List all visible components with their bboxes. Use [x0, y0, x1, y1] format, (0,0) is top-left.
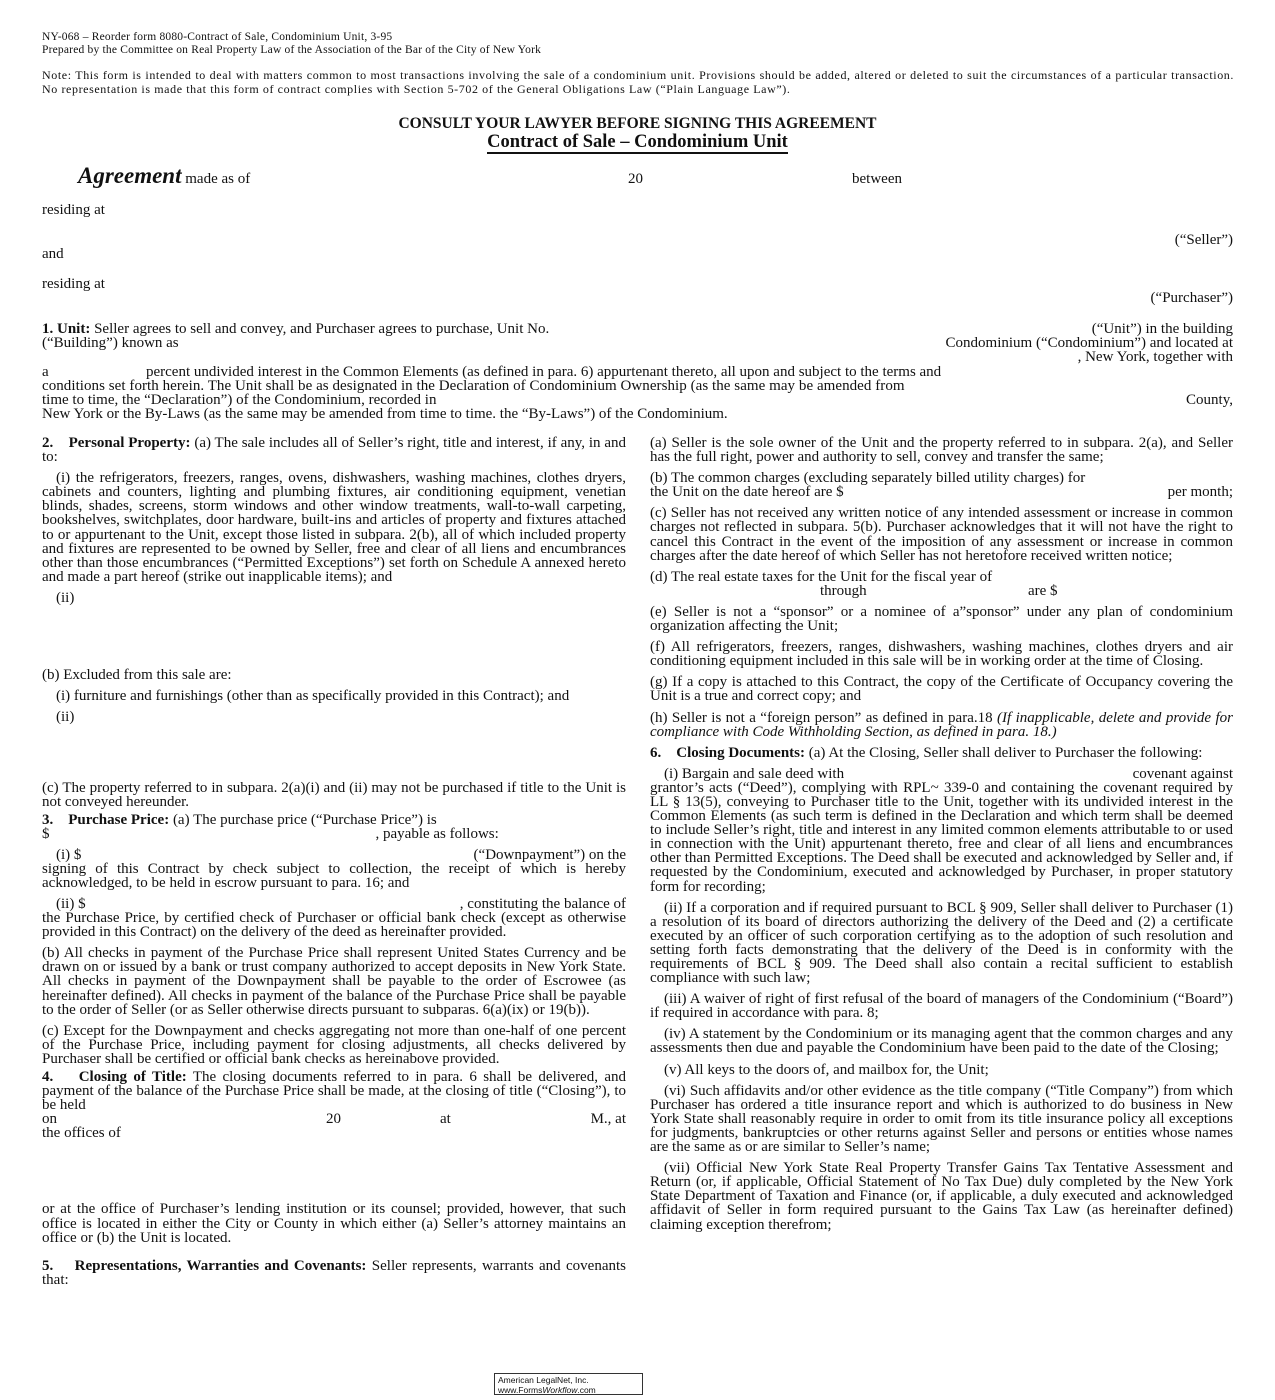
badge-company: American LegalNet, Inc.	[498, 1375, 589, 1385]
downpayment-dollar: (i) $	[56, 846, 82, 863]
fiscal-through-label: through	[820, 582, 867, 599]
made-as-of-label: made as of	[185, 171, 251, 187]
para5-g: (g) If a copy is attached to this Contract, the copy of the Certificate of Occupancy covering the Unit is a true and correct copy; and	[650, 674, 1233, 705]
para3-b: (b) All checks in payment of the Purchase Price shall represent United States Currency and be drawn on or issued by a bank or trust company authorized to accept deposits in New York State. All checks in payment of the Downpayment shall be payable to the order of Escrowee (as hereinafter defined). All checks in payment of the balance of the Purchase Price shall be payable to the order of Seller (or as Seller otherwise directs pursuant to subparas. 6(a)(ix) or 19(b)).	[42, 945, 626, 1018]
para1-line7: New York or the By-Laws (as the same may be amended from time to time. the “By-Laws”) of the Condominium.	[42, 406, 728, 423]
form-note: Note: This form is intended to deal with matters common to most transactions involving the sale of a condominium unit. Provisions should be added, altered or deleted to suit the circumstances of a particular transaction. No representation is made that this form of contract complies with Section 5-702 of the General Obligations Law (“Plain Language Law”).	[42, 68, 1234, 96]
document-title	[0, 132, 1275, 153]
downpayment-text: signing of this Contract by check subject to collection, the receipt of which is hereby acknowledged, to be held in escrow pursuant to para. 16; and	[42, 860, 626, 891]
seller-residing-at-label: residing at	[42, 202, 105, 218]
agreement-label: Agreement	[78, 163, 182, 188]
agreement-year-label: 20	[628, 171, 643, 187]
para6-iii: (iii) A waiver of right of first refusal of the board of managers of the Condominium (“Board”) if required in accordance with para. 8;	[650, 991, 1233, 1022]
para1-line4-a: a	[42, 363, 49, 380]
para2-a	[42, 436, 626, 464]
and-label: and	[42, 246, 64, 262]
para5-b	[650, 471, 1233, 499]
para1-heading: 1. Unit:	[42, 321, 91, 337]
para5-e: (e) Seller is not a “sponsor” or a nominee of a”sponsor” under any plan of condominium organization affecting the Unit;	[650, 603, 1233, 635]
paragraph-1-unit	[42, 322, 1233, 421]
para5-h-text: (h) Seller is not a “foreign person” as defined in para.18	[650, 709, 993, 726]
para6-i	[650, 767, 1233, 894]
purchase-price-dollar: $	[42, 825, 50, 842]
badge-url-a: www.Forms	[498, 1385, 543, 1395]
para1-line6-left: time to time, the “Declaration”) of the Condominium, recorded in	[42, 391, 437, 408]
para1-line6-right: County,	[1186, 391, 1233, 408]
para3-a-ii	[42, 897, 626, 939]
para6-vi: (vi) Such affidavits and/or other evidence as the title company (“Title Company”) from which Purchaser has ordered a title insurance report and which is authorized to do business in New York State shall reasonably require in order to omit from its title insurance policy all exceptions for judgments, bankruptcies or other returns against Seller and persons or entities whose names are the same as or are similar to Seller’s name;	[650, 1082, 1233, 1156]
para6-number: 6.	[650, 744, 662, 761]
para2-b: (b) Excluded from this sale are:	[42, 667, 232, 684]
para5-d	[650, 570, 1233, 598]
purchaser-tag: (“Purchaser”)	[1150, 290, 1233, 306]
para1-line2-left: (“Building”) known as	[42, 335, 179, 352]
agreement-line	[78, 163, 251, 188]
document-title-text: Contract of Sale – Condominium Unit	[487, 132, 788, 152]
para5-b-text: (b) The common charges (excluding separately billed utility charges) for	[650, 470, 1086, 487]
para6-iv: (iv) A statement by the Condominium or its managing agent that the common charges and any assessments then due and payable the Condominium have been paid to the date of the Closing;	[650, 1026, 1233, 1057]
seller-tag: (“Seller”)	[1174, 232, 1233, 248]
para6-v: (v) All keys to the doors of, and mailbox for, the Unit;	[664, 1061, 989, 1078]
americanlegalnet-badge[interactable]	[494, 1373, 643, 1395]
para2-heading: Personal Property:	[68, 435, 191, 451]
para1-line2-right: Condominium (“Condominium”) and located at	[945, 335, 1233, 352]
downpayment-label: (“Downpayment”) on the	[473, 846, 626, 863]
between-label: between	[852, 171, 902, 187]
balance-label: , constituting the balance of	[459, 895, 626, 912]
para3-number: 3.	[42, 811, 54, 828]
closing-at-label: at	[440, 1111, 451, 1128]
para5-number: 5.	[42, 1257, 54, 1274]
para5-heading: Representations, Warranties and Covenants:	[74, 1257, 367, 1274]
para2-b-i: (i) furniture and furnishings (other than as specifically provided in this Contract); and	[56, 688, 570, 705]
badge-url	[498, 1385, 639, 1395]
closing-date-line	[42, 1112, 626, 1126]
prepared-by-line: Prepared by the Committee on Real Property Law of the Association of the Bar of the City of New York	[42, 44, 542, 56]
right-column	[650, 436, 1233, 1239]
covenant-against-label: covenant against	[1132, 765, 1233, 782]
badge-url-b: Workflow	[542, 1385, 578, 1395]
para4-rest: or at the office of Purchaser’s lending institution or its counsel; provided, however, that such office is located in either the City or County in which either (a) Seller’s attorney maintains an office or (b) the Unit is located.	[42, 1201, 626, 1246]
para2-a-text: (a) The sale includes all of Seller’s right, title and interest, if any, in and to:	[42, 435, 627, 466]
para2-a-i: (i) the refrigerators, freezers, ranges, ovens, dishwashers, washing machines, clothes dryers, cabinets and counters, lighting and plumbing fixtures, air conditioning equipment, venetian blinds, shades, screens, storm windows and other window treatments, wall-to-wall carpeting, bookshelves, switchplates, door hardware, built-ins and articles of property and fixtures attached to or appurtenant to the Unit, except those listed in subpara. 2(b), all of which included property and fixtures are represented to be owned by Seller, free and clear of all liens and encumbrances other than those encumbrances (“Permitted Exceptions”) set forth on Schedule A annexed hereto and made a part hereof (strike out inapplicable items); and	[42, 470, 626, 585]
para5-c: (c) Seller has not received any written notice of any intended assessment or increase in common charges not reflected in subpara. 5(b). Purchaser acknowledges that it will not have the right to cancel this Contract in the event of the imposition of any assessment or increase in common charges after the date hereof of which Seller has not heretofore received written notice;	[650, 505, 1233, 564]
taxes-amount-label: are $	[1028, 582, 1058, 599]
para1-line3-right: , New York, together with	[1077, 349, 1233, 366]
closing-on-label: on	[42, 1111, 57, 1128]
para5-h	[650, 711, 1233, 739]
para4-text: The closing documents referred to in para. 6 shall be delivered, and payment of the balance of the Purchase Price shall be made, at the closing of title (“Closing”), to be held	[42, 1069, 626, 1114]
para5-text: Seller represents, warrants and covenants that:	[42, 1257, 627, 1288]
para3-a-text: (a) The purchase price (“Purchase Price”) is	[172, 811, 437, 828]
para2-a-ii: (ii)	[56, 589, 75, 606]
para1-line5: conditions set forth herein. The Unit shall be as designated in the Declaration of Condominium Ownership (as the same may be amended from	[42, 377, 905, 394]
para4-heading: Closing of Title:	[78, 1069, 187, 1085]
purchaser-residing-at-label: residing at	[42, 276, 105, 292]
para2-b-ii: (ii)	[56, 709, 75, 726]
para4-number: 4.	[42, 1069, 54, 1085]
para6-heading: Closing Documents:	[676, 744, 806, 761]
para1-line1: Seller agrees to sell and convey, and Purchaser agrees to purchase, Unit No.	[94, 321, 550, 337]
para6-vii: (vii) Official New York State Real Property Transfer Gains Tax Tentative Assessment and Return (or, if applicable, Official Statement of No Tax Due) duly completed by the New York State Department of Taxation and Finance (or, if applicable, a duly executed and acknowledged affidavit of Seller in form required pursuant to the Gains Tax Law (as hereinafter defined) claiming exception therefrom;	[650, 1160, 1233, 1233]
para1-line4-rest: percent undivided interest in the Common Elements (as defined in para. 6) appurtenant thereto, all upon and subject to the terms and	[146, 363, 942, 380]
para5-intro	[42, 1259, 626, 1287]
form-reorder-line: NY-068 – Reorder form 8080-Contract of Sale, Condominium Unit, 3-95	[42, 31, 393, 43]
para5-a: (a) Seller is the sole owner of the Unit and the property referred to in subpara. 2(a), and Seller has the full right, power and authority to sell, convey and transfer the same;	[650, 435, 1233, 466]
left-column	[42, 436, 626, 1294]
consult-lawyer-heading: CONSULT YOUR LAWYER BEFORE SIGNING THIS AGREEMENT	[398, 115, 877, 132]
para6-ii: (ii) If a corporation and if required pursuant to BCL § 909, Seller shall deliver to Purchaser (1) a resolution of its board of directors authorizing the delivery of the Deed and (2) a certificate executed by an officer of such corporation certifying as to the adoption of such resolution and setting forth facts demonstrating that the delivery of the Deed is in conformity with the requirements of BCL § 909. The Deed shall also contain a recital sufficient to establish compliance with such law;	[650, 899, 1233, 987]
para6-text: (a) At the Closing, Seller shall deliver to Purchaser the following:	[808, 744, 1203, 761]
common-charges-dollar: the Unit on the date hereof are $	[650, 484, 844, 501]
para6-intro	[650, 746, 1233, 760]
closing-offices-of: the offices of	[42, 1125, 121, 1142]
para6-i-text: grantor’s acts (“Deed”), complying with RPL~ 339-0 and containing the covenant required by LL § 13(5), conveying to Purchaser title to the Unit, together with its undivided interest in the Common Elements (as such term is defined in the Declaration and which term shall be deemed to include Seller’s right, title and interest in any limited common elements attributable to or used in connection with the Unit) appurtenant thereto, free and clear of all liens and encumbrances other than Permitted Exceptions. The Deed shall be executed and acknowledged by Seller and, if requested by the Condominium, executed and acknowledged by Purchaser, in proper statutory form for recording;	[650, 779, 1233, 895]
para4	[42, 1070, 626, 1112]
para3-a-i	[42, 848, 626, 890]
para3-c: (c) Except for the Downpayment and checks aggregating not more than one-half of one percent of the Purchase Price, including payment for closing adjustments, all checks delivered by Purchaser shall be certified or official bank checks as hereinabove provided.	[42, 1022, 626, 1067]
badge-url-c: .com	[577, 1385, 596, 1395]
para3-a	[42, 813, 626, 841]
closing-time-label: M., at	[590, 1111, 626, 1128]
para1-line1-right: (“Unit”) in the building	[1091, 321, 1233, 337]
para3-heading: Purchase Price:	[68, 811, 170, 828]
balance-text: the Purchase Price, by certified check of Purchaser or official bank check (except as otherwise provided in this Contract) on the delivery of the deed as hereinafter provided.	[42, 910, 626, 941]
balance-dollar: (ii) $	[56, 895, 86, 912]
para5-d-text: (d) The real estate taxes for the Unit for the fiscal year of	[650, 568, 993, 585]
closing-year-label: 20	[326, 1111, 341, 1128]
para2-number: 2.	[42, 435, 54, 451]
para2-c: (c) The property referred to in subpara. 2(a)(i) and (ii) may not be purchased if title to the Unit is not conveyed hereunder.	[42, 780, 626, 811]
deed-label: (i) Bargain and sale deed with	[664, 765, 845, 782]
para5-h-italic: (If inapplicable, delete and provide for compliance with Code Withholding Section, as defined in para. 18.)	[650, 709, 1233, 740]
common-charges-per-month: per month;	[1167, 484, 1233, 501]
para5-f: (f) All refrigerators, freezers, ranges, dishwashers, washing machines, clothes dryers and air conditioning equipment included in this sale will be in working order at the time of Closing.	[650, 639, 1233, 670]
purchase-price-payable: , payable as follows:	[375, 825, 499, 842]
